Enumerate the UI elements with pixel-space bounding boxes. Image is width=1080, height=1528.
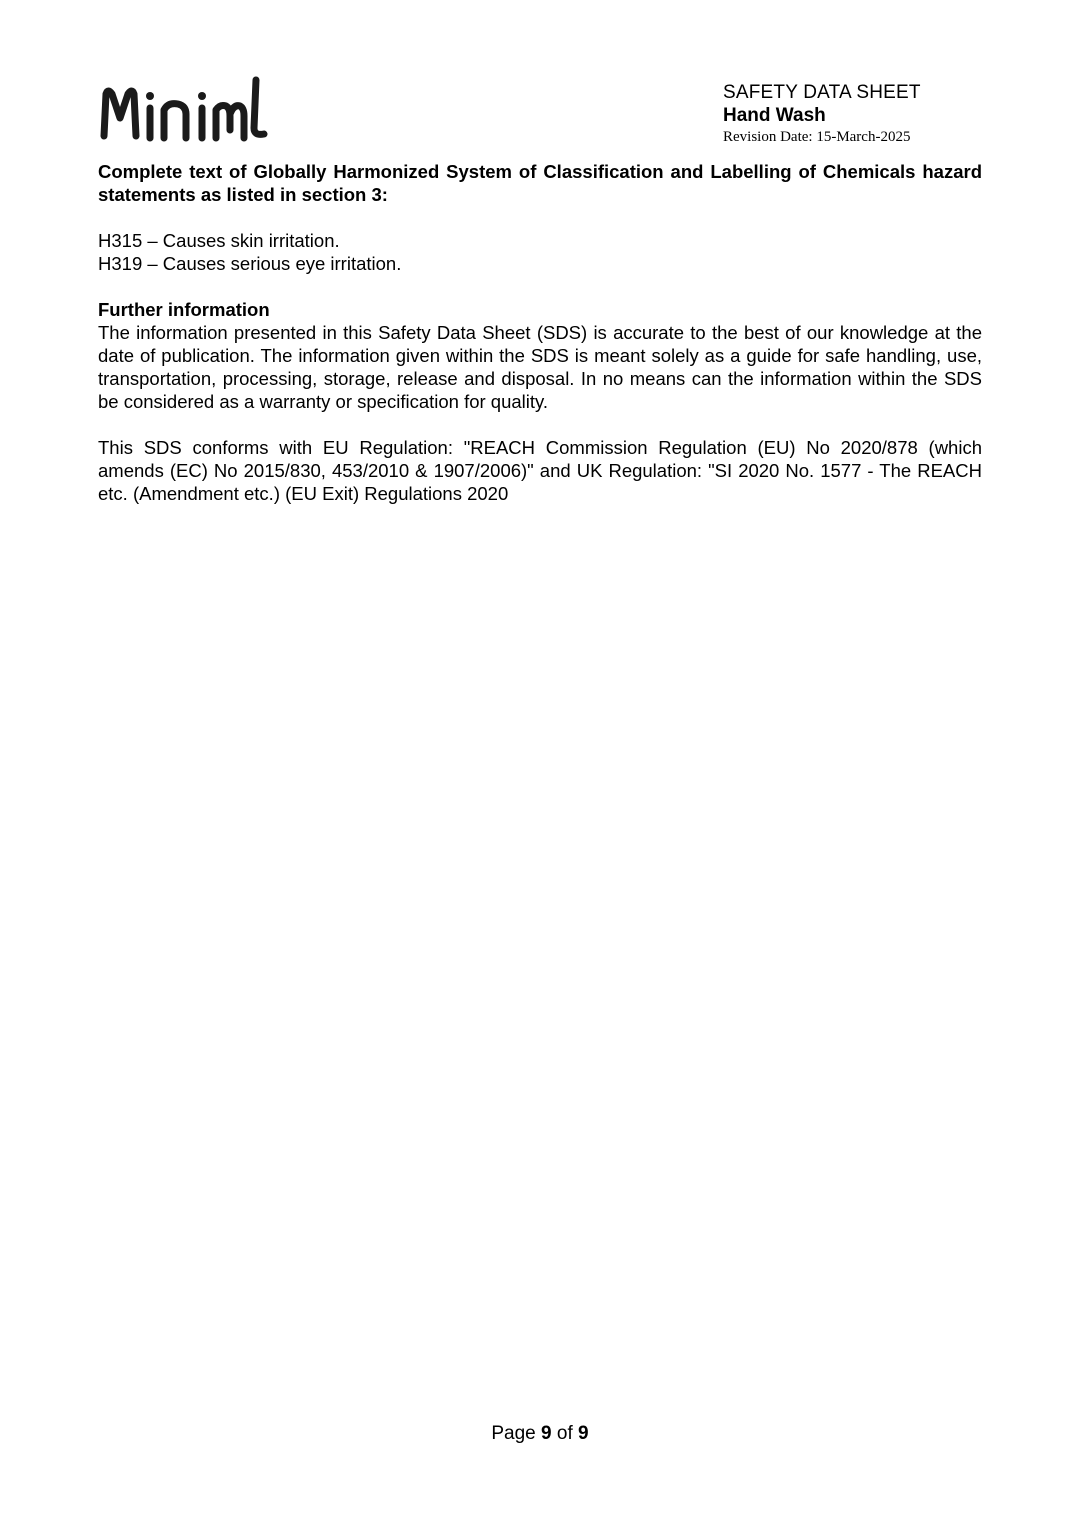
regulation-paragraph: This SDS conforms with EU Regulation: "REACH Commission Regulation (EU) No 2020/878 (which amends (EC) No 2015/830, 453/2010 & 1907/2006)" and UK Regulation: "SI 2020 No. 1577 - The REACH etc. (Amendment etc.) (EU Exit) Regulations 2020 [98,437,982,504]
page-footer [0,1422,1080,1446]
page-label: Page [491,1423,536,1444]
of-label: of [556,1423,573,1444]
revision-date: Revision Date: 15-March-2025 [723,129,911,145]
further-information-paragraph: The information presented in this Safety Data Sheet (SDS) is accurate to the best of our knowledge at the date of publication. The information given within the SDS is meant solely as a guide for safe handling, use, transportation, processing, storage, release and disposal. In no means can the information within the SDS be considered as a warranty or specification for quality. [98,322,982,412]
hazard-statement-h315: H315 – Causes skin irritation. [98,230,340,251]
document-type: SAFETY DATA SHEET [723,82,921,103]
product-name: Hand Wash [723,105,826,126]
document-body [98,160,982,505]
document-header [723,82,1023,146]
total-pages-number: 9 [578,1423,589,1444]
hazard-statement-h319: H319 – Causes serious eye irritation. [98,253,402,274]
brand-logo [98,74,268,150]
current-page-number: 9 [541,1423,552,1444]
miniml-logo-icon [98,74,268,150]
further-information-heading: Further information [98,299,270,320]
hazard-statements-heading: Complete text of Globally Harmonized System of Classification and Labelling of Chemicals hazard statements as listed in section 3: [98,161,982,205]
